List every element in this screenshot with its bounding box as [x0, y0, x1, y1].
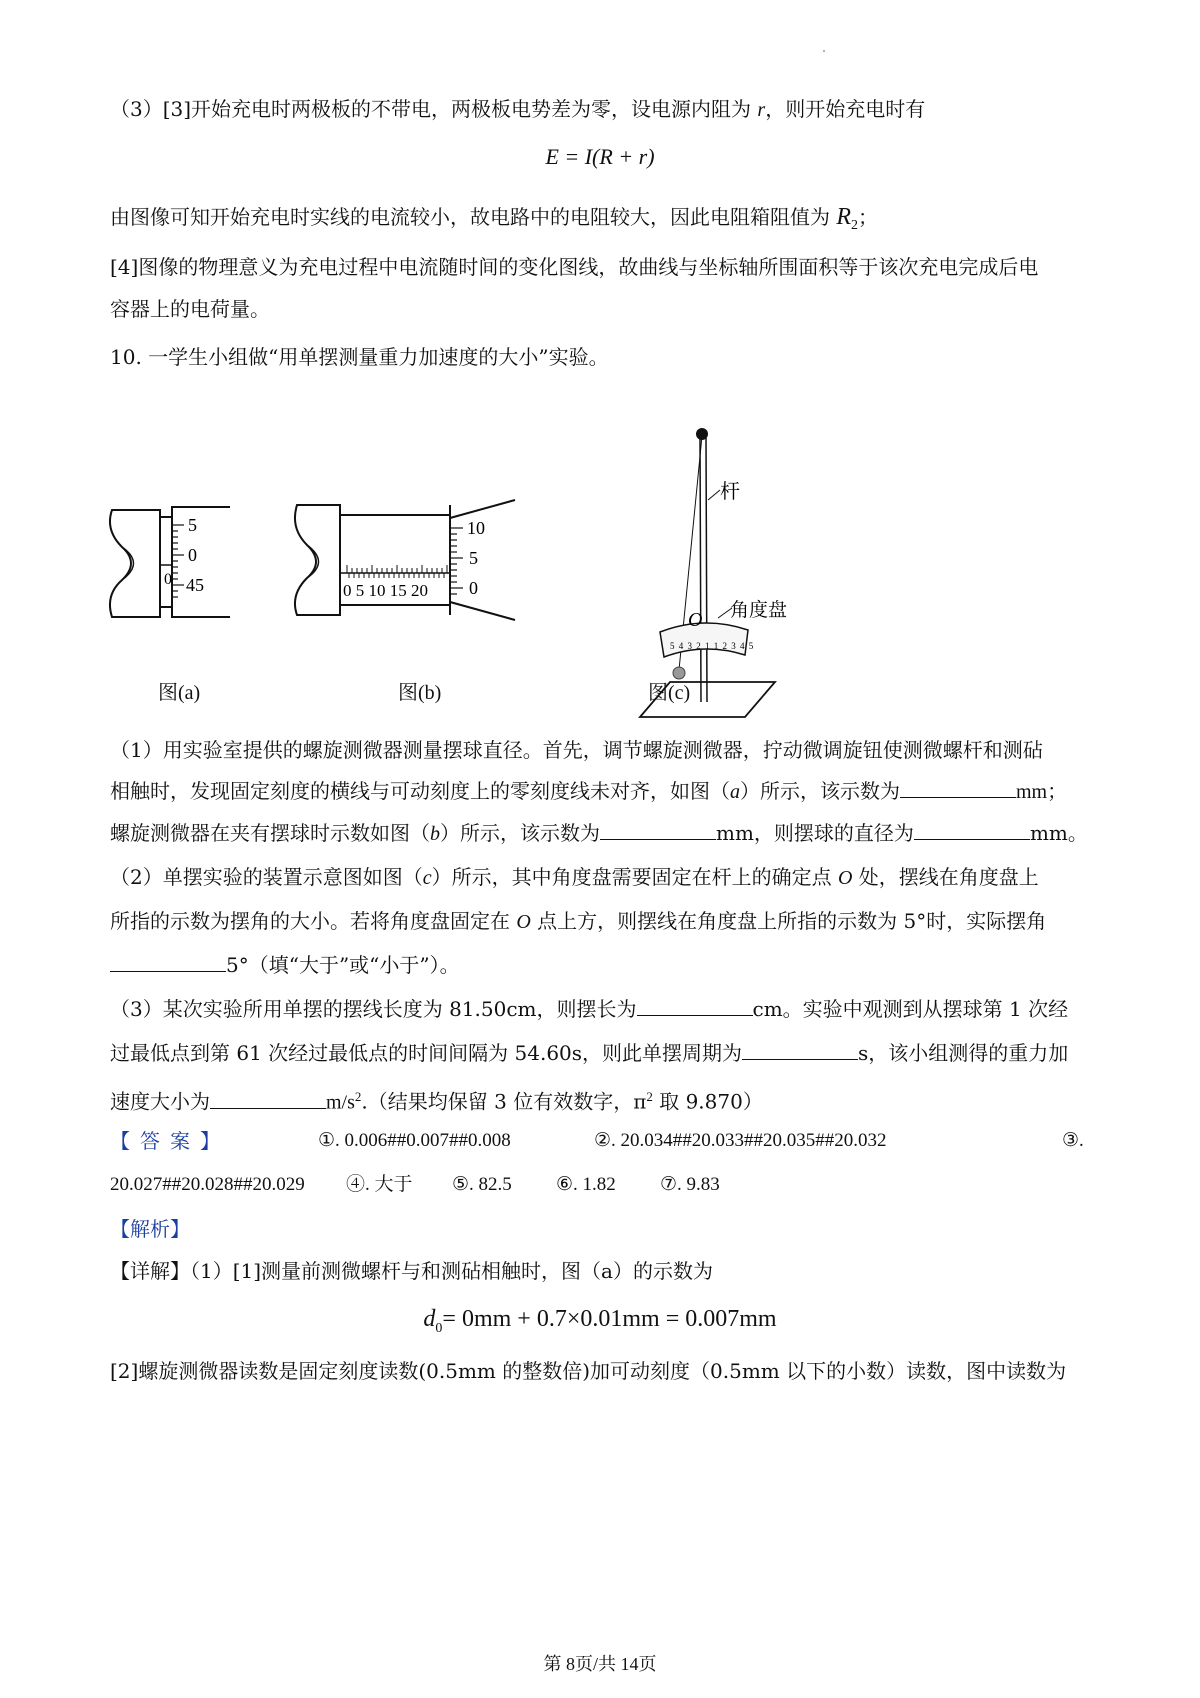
answer-blank[interactable] — [914, 819, 1030, 840]
text: 5°（填“大于”或“小于”）。 — [226, 953, 460, 977]
page-footer: 第 8页/共 14页 — [543, 1654, 657, 1674]
svg-text:0: 0 — [164, 571, 172, 588]
equation-d0 — [0, 1302, 1200, 1346]
rod-label: 杆 — [720, 479, 740, 503]
var-c: c — [422, 867, 432, 889]
equation-text: = 0mm + 0.7×0.01mm = 0.007mm — [442, 1306, 777, 1332]
subscript: 0 — [435, 1320, 443, 1336]
reading-explanation: [2]螺旋测微器读数是固定刻度读数(0.5mm 的整数倍)加可动刻度（0.5mm 以下的小数）读数，图中读数为 — [110, 1359, 1067, 1383]
answer-blank[interactable] — [210, 1088, 326, 1109]
text: 相触时，发现固定刻度的横线与可动刻度上的零刻度线未对齐，如图（ — [110, 779, 730, 803]
o-label: O — [688, 609, 703, 631]
text: 由图像可知开始充电时实线的电流较小，故电路中的电阻较大，因此电阻箱阻值为 — [110, 205, 837, 229]
var-O: O — [837, 867, 853, 889]
main-scale-label: 0 5 10 15 20 — [343, 581, 428, 600]
var-a: a — [730, 781, 740, 803]
text: 点上方，则摆线在角度盘上所指的示数为 5°时，实际摆角 — [530, 909, 1047, 933]
disk-scale: 5 4 3 2 1 1 2 3 4 5 — [670, 641, 755, 651]
tick-label: 45 — [186, 575, 204, 595]
subq2-line3 — [110, 950, 1100, 980]
figure-a-caption: 图(a) — [158, 682, 201, 704]
text: ）所示，该示数为 — [740, 779, 900, 803]
paragraph-resistance — [110, 202, 1100, 241]
answer-5: ⑤. 82.5 — [452, 1174, 512, 1195]
answer-tag: 【答案】 — [110, 1129, 230, 1153]
answer-blank[interactable] — [742, 1039, 858, 1060]
text: （3）[3]开始充电时两极板的不带电，两极板电势差为零，设电源内阻为 — [110, 97, 758, 121]
subq1-line2 — [110, 776, 1100, 807]
superscript: 2 — [354, 1089, 362, 1104]
text: ）所示，其中角度盘需要固定在杆上的确定点 — [431, 865, 838, 889]
answer-blank[interactable] — [900, 777, 1016, 798]
tick-label: 5 — [469, 548, 478, 568]
answer-blank[interactable] — [600, 819, 716, 840]
var-d: d — [423, 1306, 436, 1332]
subq2-line2 — [110, 906, 1100, 937]
text: mm，则摆球的直径为 — [716, 821, 914, 845]
speck — [823, 50, 825, 52]
paragraph-charging — [110, 94, 1100, 125]
analysis-tag: 【解析】 — [110, 1217, 190, 1241]
subq2-line1 — [110, 862, 1100, 893]
paragraph-charge: 容器上的电荷量。 — [110, 297, 270, 321]
detail-line: 【详解】（1）[1]测量前测微螺杆与和测砧相触时，图（a）的示数为 — [110, 1259, 713, 1283]
tick-label: 5 — [188, 515, 197, 535]
question-10-title: 10. 一学生小组做“用单摆测量重力加速度的大小”实验。 — [110, 345, 609, 369]
text: .（结果均保留 3 位有效数字，π — [361, 1089, 647, 1114]
paragraph-area: [4]图像的物理意义为充电过程中电流随时间的变化图线，故曲线与坐标轴所围面积等于该次充电完成后电 — [110, 255, 1039, 279]
tick-label: 10 — [467, 518, 485, 538]
subq3-line1 — [110, 994, 1100, 1024]
text: 速度大小为 — [110, 1089, 210, 1114]
subscript: 2 — [851, 218, 859, 233]
text: （3）某次实验所用单摆的摆线长度为 81.50cm，则摆长为 — [110, 997, 637, 1021]
answer-blank[interactable] — [637, 995, 753, 1016]
answer-3-marker: ③. — [1062, 1130, 1084, 1151]
text: 处，摆线在角度盘上 — [852, 865, 1039, 889]
var-r: r — [757, 99, 766, 121]
text: 取 9.870） — [652, 1089, 763, 1114]
var-R: R — [836, 204, 852, 230]
subq1-line1: （1）用实验室提供的螺旋测微器测量摆球直径。首先，调节螺旋测微器，拧动微调旋钮使测微螺杆和测砧 — [110, 738, 1043, 762]
subq3-line3 — [110, 1082, 1100, 1118]
answer-6: ⑥. 1.82 — [556, 1174, 616, 1195]
text: ）所示，该示数为 — [440, 821, 600, 845]
figure-a-micrometer — [100, 495, 240, 625]
text: ，则开始充电时有 — [765, 97, 926, 121]
tick-label: 0 — [469, 578, 478, 598]
answer-blank[interactable] — [110, 951, 226, 972]
text: s，该小组测得的重力加 — [858, 1041, 1069, 1065]
disk-label: 角度盘 — [730, 599, 788, 621]
answer-7: ⑦. 9.83 — [660, 1174, 720, 1195]
answer-1: ①. 0.006##0.007##0.008 — [318, 1130, 511, 1151]
unit: m/s — [326, 1091, 355, 1114]
text: mm。 — [1029, 821, 1088, 845]
tick-label: 0 — [188, 545, 197, 565]
subq1-line3 — [110, 818, 1100, 849]
text: ； — [858, 205, 879, 229]
text: 过最低点到第 61 次经过最低点的时间间隔为 54.60s，则此单摆周期为 — [110, 1041, 743, 1065]
answer-4: ④. 大于 — [346, 1174, 413, 1195]
text: 所指的示数为摆角的大小。若将角度盘固定在 — [110, 909, 517, 933]
var-b: b — [430, 823, 440, 845]
text: 螺旋测微器在夹有摆球时示数如图（ — [110, 821, 430, 845]
subq3-line2 — [110, 1038, 1100, 1068]
superscript: 2 — [646, 1089, 653, 1104]
answer-2: ②. 20.034##20.033##20.035##20.032 — [594, 1130, 887, 1151]
figure-c-caption: 图(c) — [648, 682, 691, 704]
equation-emf: E = I(R + r) — [545, 144, 655, 169]
text: （2）单摆实验的装置示意图如图（ — [110, 865, 423, 889]
text: cm。实验中观测到从摆球第 1 次经 — [752, 997, 1069, 1021]
var-O: O — [516, 911, 531, 933]
figure-b-caption: 图(b) — [398, 682, 442, 704]
answer-3: 20.027##20.028##20.029 — [110, 1174, 305, 1195]
unit: mm； — [1016, 781, 1068, 803]
figure-b-micrometer — [285, 490, 545, 630]
